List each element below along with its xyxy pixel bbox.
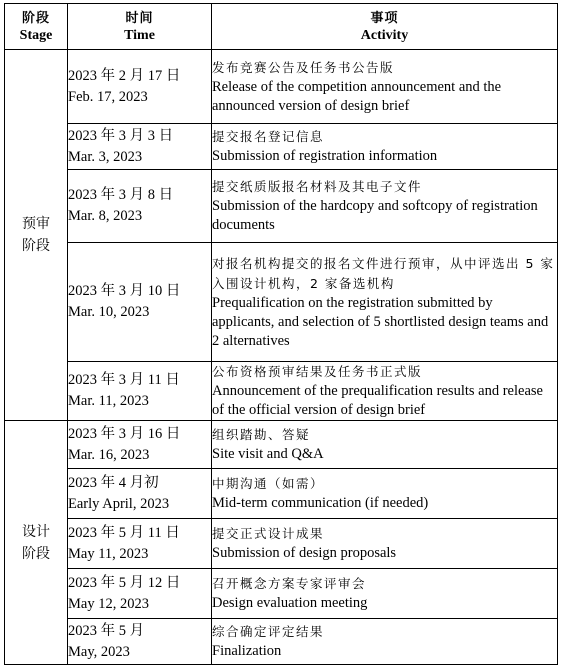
time-en: Mar. 16, 2023 bbox=[68, 446, 150, 463]
activity-en: Prequalification on the registration submitted by applicants, and selection of 5 shortlisted design teams and 2 alternatives bbox=[212, 294, 549, 349]
time-cell bbox=[68, 569, 212, 619]
activity-zh: 提交报名登记信息 bbox=[212, 129, 325, 144]
time-zh: 2023 年 3 月 8 日 bbox=[68, 187, 174, 203]
table-row bbox=[5, 619, 558, 665]
stage-label-line1: 设计 bbox=[22, 523, 50, 540]
time-zh: 2023 年 5 月 11 日 bbox=[68, 524, 180, 541]
activity-en: Finalization bbox=[212, 643, 282, 659]
time-header-zh: 时间 bbox=[125, 10, 154, 26]
time-cell bbox=[68, 362, 212, 421]
time-cell bbox=[68, 519, 212, 569]
table-row bbox=[5, 50, 558, 124]
activity-zh: 提交纸质版报名材料及其电子文件 bbox=[212, 179, 423, 194]
stage-header-zh: 阶段 bbox=[21, 10, 50, 26]
time-zh: 2023 年 4 月初 bbox=[68, 474, 159, 491]
activity-en: Announcement of the prequalification results and release of the official version of design brief bbox=[212, 383, 543, 418]
stage-label-line1: 预审 bbox=[22, 216, 50, 232]
activity-cell bbox=[212, 421, 558, 469]
time-cell bbox=[68, 170, 212, 243]
table-row bbox=[5, 469, 558, 519]
activity-cell bbox=[212, 619, 558, 665]
header-row bbox=[5, 4, 558, 50]
time-zh: 2023 年 3 月 16 日 bbox=[68, 425, 181, 442]
time-header-en: Time bbox=[124, 27, 155, 43]
time-zh: 2023 年 3 月 3 日 bbox=[68, 127, 174, 144]
activity-zh: 对报名机构提交的报名文件进行预审，从中评选出 5 家入围设计机构，2 家备选机构 bbox=[212, 255, 555, 291]
time-header bbox=[68, 4, 212, 50]
table-row bbox=[5, 421, 558, 469]
time-cell bbox=[68, 50, 212, 124]
activity-zh: 发布竞赛公告及任务书公告版 bbox=[212, 59, 395, 75]
time-zh: 2023 年 5 月 bbox=[68, 622, 145, 639]
activity-zh: 召开概念方案专家评审会 bbox=[212, 576, 367, 591]
activity-cell bbox=[212, 170, 558, 243]
stage-label-line2: 阶段 bbox=[22, 238, 50, 254]
activity-zh: 综合确定评定结果 bbox=[212, 624, 325, 639]
activity-en: Submission of registration information bbox=[212, 148, 438, 164]
time-cell bbox=[68, 243, 212, 362]
activity-en: Site visit and Q&A bbox=[212, 446, 324, 462]
stage-header bbox=[5, 4, 68, 50]
time-en: Mar. 11, 2023 bbox=[68, 393, 149, 409]
activity-zh: 组织踏勘、答疑 bbox=[212, 427, 311, 442]
activity-zh: 公布资格预审结果及任务书正式版 bbox=[212, 364, 423, 379]
table-row bbox=[5, 124, 558, 170]
table-row bbox=[5, 170, 558, 243]
activity-en: Mid-term communication (if needed) bbox=[212, 495, 429, 511]
time-zh: 2023 年 5 月 12 日 bbox=[68, 574, 181, 591]
time-en: Early April, 2023 bbox=[68, 495, 170, 512]
time-zh: 2023 年 2 月 17 日 bbox=[68, 67, 181, 84]
activity-en: Release of the competition announcement and the announced version of design brief bbox=[212, 78, 502, 114]
activity-cell bbox=[212, 362, 558, 421]
time-en: May 12, 2023 bbox=[68, 595, 149, 612]
stage-cell-prequalification bbox=[5, 50, 68, 421]
activity-header-en: Activity bbox=[360, 27, 409, 43]
activity-en: Submission of design proposals bbox=[212, 545, 397, 561]
time-cell bbox=[68, 619, 212, 665]
schedule-table bbox=[4, 3, 558, 665]
activity-en: Submission of the hardcopy and softcopy of registration documents bbox=[212, 198, 538, 233]
table-row bbox=[5, 519, 558, 569]
time-cell bbox=[68, 421, 212, 469]
time-en: Mar. 8, 2023 bbox=[68, 208, 143, 224]
time-en: May 11, 2023 bbox=[68, 545, 149, 562]
activity-zh: 中期沟通（如需） bbox=[212, 476, 325, 491]
stage-header-en: Stage bbox=[19, 27, 53, 43]
time-zh: 2023 年 3 月 10 日 bbox=[68, 283, 181, 299]
stage-label-line2: 阶段 bbox=[22, 545, 50, 562]
activity-cell bbox=[212, 50, 558, 124]
activity-en: Design evaluation meeting bbox=[212, 595, 368, 611]
activity-cell bbox=[212, 243, 558, 362]
activity-header bbox=[212, 4, 558, 50]
time-cell bbox=[68, 469, 212, 519]
activity-cell bbox=[212, 569, 558, 619]
table-row bbox=[5, 243, 558, 362]
activity-zh: 提交正式设计成果 bbox=[212, 526, 325, 541]
time-en: Feb. 17, 2023 bbox=[68, 88, 148, 105]
time-en: Mar. 3, 2023 bbox=[68, 148, 143, 165]
time-cell bbox=[68, 124, 212, 170]
activity-header-zh: 事项 bbox=[370, 10, 399, 26]
stage-cell-design bbox=[5, 421, 68, 665]
activity-cell bbox=[212, 469, 558, 519]
activity-cell bbox=[212, 124, 558, 170]
time-en: May, 2023 bbox=[68, 643, 130, 660]
time-zh: 2023 年 3 月 11 日 bbox=[68, 372, 180, 388]
table-row bbox=[5, 569, 558, 619]
activity-cell bbox=[212, 519, 558, 569]
time-en: Mar. 10, 2023 bbox=[68, 304, 150, 320]
table-row bbox=[5, 362, 558, 421]
